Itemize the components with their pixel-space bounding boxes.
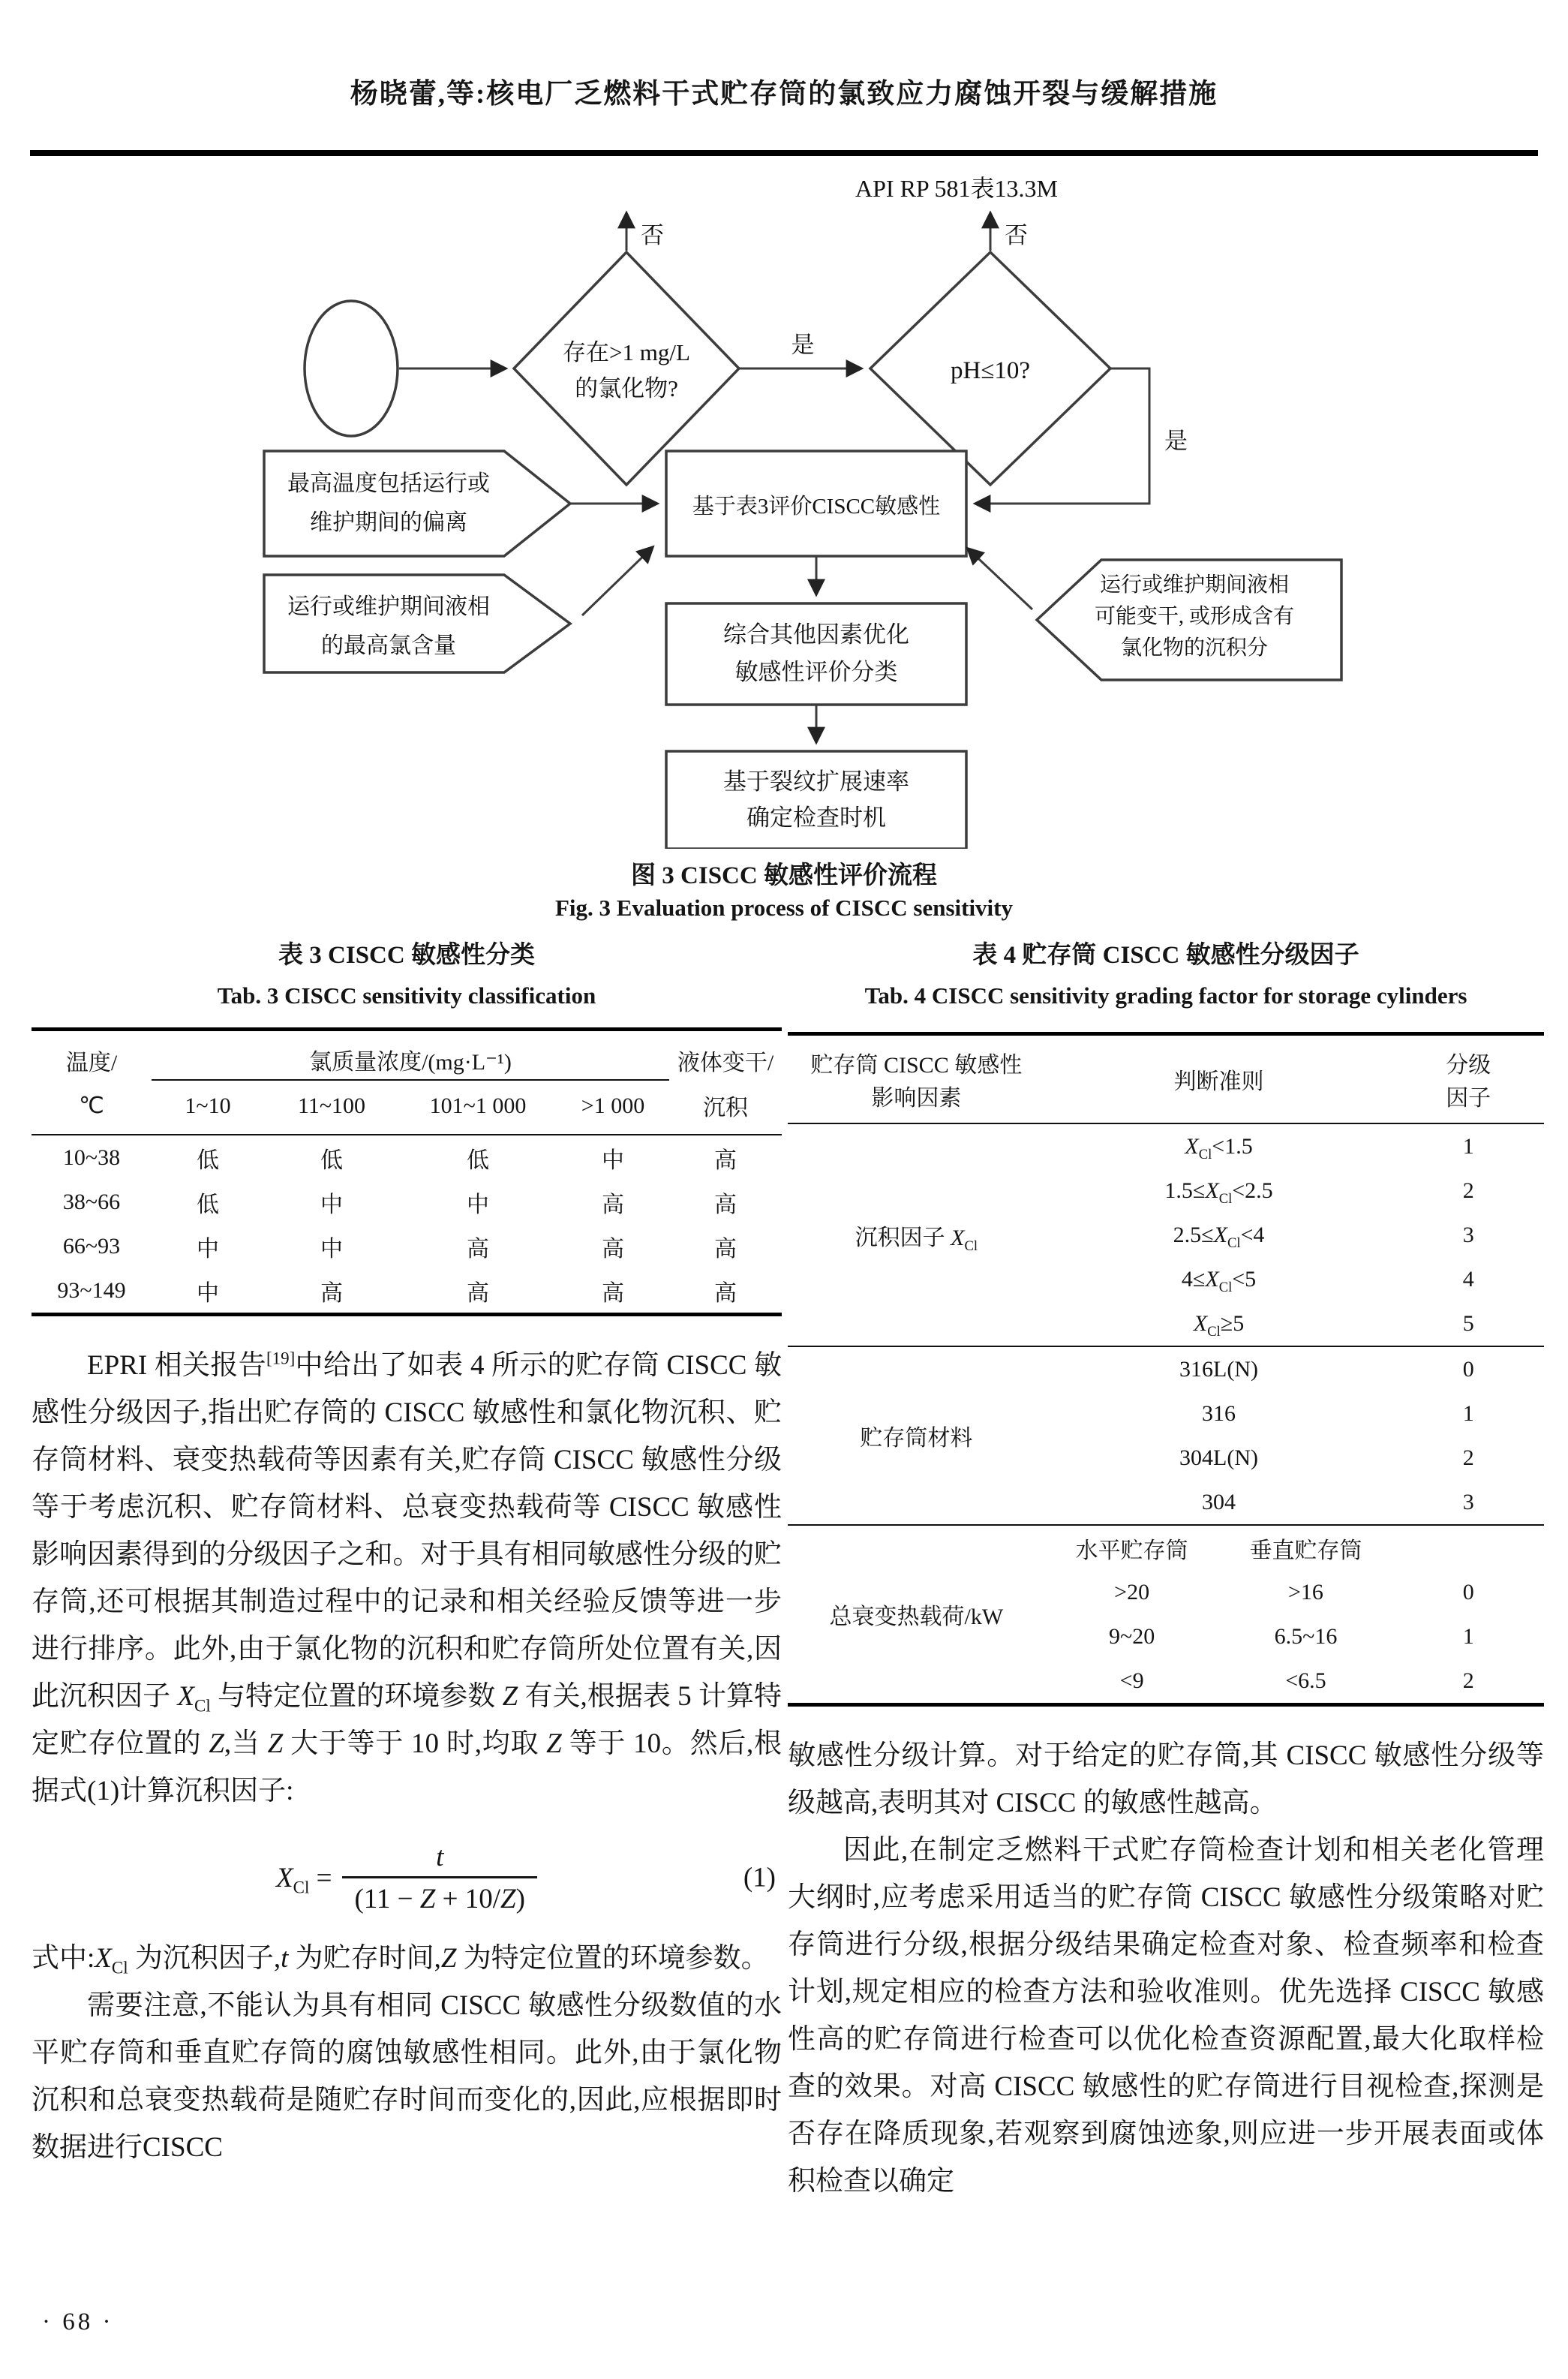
t3-cell: 高 bbox=[602, 1236, 624, 1262]
t4-heat-h: >20 bbox=[1114, 1579, 1150, 1605]
running-header-title: 杨晓蕾,等:核电厂乏燃料干式贮存筒的氯致应力腐蚀开裂与缓解措施 bbox=[350, 79, 1218, 110]
diamond1-yes-label: 是 bbox=[791, 332, 815, 358]
t3-cell: 中 bbox=[197, 1280, 219, 1306]
t4-grade: 1 bbox=[1462, 1623, 1474, 1649]
t3-cell: 低 bbox=[197, 1147, 219, 1173]
figure3-flowchart bbox=[255, 170, 1350, 849]
t3-header-col-2: 11~100 bbox=[264, 1080, 399, 1135]
formula-denominator: (11 − Z + 10/Z) bbox=[342, 1876, 536, 1915]
t3-cell: 高 bbox=[714, 1192, 737, 1217]
t4-criterion: 304 bbox=[1202, 1489, 1236, 1514]
t4-criterion: $1.5\le X_{Cl}<2.5$ bbox=[1164, 1177, 1273, 1207]
t4-header-grade-line1: 分级 bbox=[1446, 1053, 1491, 1078]
t4-grade: 1 bbox=[1462, 1133, 1474, 1159]
t4-grade: 1 bbox=[1462, 1400, 1474, 1426]
paragraph-formula-notation: 式中$:X_{Cl}$ 为沉积因子,t 为贮存时间,Z 为特定位置的环境参数。 bbox=[32, 1943, 769, 1977]
t4-header-grade bbox=[1392, 1034, 1544, 1124]
t4-grade: 3 bbox=[1462, 1489, 1474, 1514]
t4-header-factor-line1: 贮存筒 CISCC 敏感性 bbox=[810, 1053, 1023, 1078]
t4-criterion: $2.5\le X_{Cl}<4$ bbox=[1173, 1222, 1265, 1251]
paragraph-epri-report: EPRI 相关报告[19]中给出了如表 4 所示的贮存筒 CISCC 敏感性分级因子,指出贮存筒的 CISCC 敏感性和氯化物沉积、贮存筒材料、衰变热载荷等因素有关,贮存筒 CISCC 敏感性分级等于考虑沉积、贮存筒材料、总衰变热载荷等 CISCC 敏感性影响因素得到的分级因子之和。对于具有相同敏感性分级的贮存筒,还可根据其制造过程中的记录和相关经验反馈等进一步进行排序。此外,由于氯化物的沉积和贮存筒所处位置有关,因此沉积因子 $X_{Cl}$ 与特定位置的环境参数 Z 有关,根据表 5 计算特定贮存位置的 Z,当 Z 大于等于 10 时,均取 Z 等于 10。然后,根据式(1)计算沉积因子: bbox=[32, 1349, 782, 1806]
t4-heat-h: 9~20 bbox=[1109, 1623, 1155, 1649]
pentagon2-line1: 运行或维护期间液相 bbox=[287, 594, 490, 619]
paragraph-note: 需要注意,不能认为具有相同 CISCC 敏感性分级数值的水平贮存筒和垂直贮存筒的腐蚀敏感性相同。此外,由于氯化物沉积和总衰变热载荷是随贮存时间而变化的,因此,应根据即时数据进行CISCC bbox=[32, 1990, 782, 2163]
rect3-line2: 确定检查时机 bbox=[746, 805, 886, 831]
t3-cell: 低 bbox=[197, 1192, 219, 1217]
pentagon3-line3: 氯化物的沉积分 bbox=[1120, 636, 1269, 660]
table3-title-zh: 表 3 CISCC 敏感性分类 bbox=[278, 942, 535, 969]
input-max-temperature bbox=[264, 451, 570, 556]
formula-numerator: t bbox=[436, 1841, 444, 1872]
paragraph-inspection-plan: 因此,在制定乏燃料干式贮存筒检查计划和相关老化管理大纲时,应考虑采用适当的贮存筒 CISCC 敏感性分级策略对贮存筒进行分级,根据分级结果确定检查对象、检查频率和检查计划,规定相应的检查方法和验收准则。优先选择 CISCC 敏感性高的贮存筒进行检查可以优化检查资源配置,最大化取样检查的效果。对高 CISCC 敏感性的贮存筒进行目视检查,探测是否存在降质现象,若观察到腐蚀迹象,则应进一步开展表面或体积检查以确定 bbox=[788, 1835, 1544, 2197]
t3-cell: 中 bbox=[320, 1192, 343, 1217]
table4-title-zh: 表 4 贮存筒 CISCC 敏感性分级因子 bbox=[972, 942, 1359, 969]
t3-cell: 中 bbox=[602, 1147, 624, 1173]
t4-criterion: $X_{Cl}\ge 5$ bbox=[1193, 1310, 1245, 1340]
start-node bbox=[305, 301, 398, 436]
rect2-line1: 综合其他因素优化 bbox=[723, 621, 909, 648]
t4-subheader-vertical: 垂直贮存筒 bbox=[1219, 1525, 1393, 1570]
rect2-line2: 敏感性评价分类 bbox=[734, 659, 898, 685]
t3-temp: 66~93 bbox=[62, 1233, 121, 1259]
t4-grade: 3 bbox=[1462, 1222, 1474, 1247]
arrow-pentagon3-to-rect1 bbox=[968, 549, 1032, 609]
t3-cell: 高 bbox=[714, 1147, 737, 1173]
t4-grade: 0 bbox=[1462, 1579, 1474, 1605]
t4-heat-h: <9 bbox=[1119, 1668, 1144, 1693]
diamond2-label: pH≤10? bbox=[950, 357, 1031, 384]
table-row bbox=[32, 1268, 782, 1315]
t3-temp: 10~38 bbox=[62, 1144, 121, 1170]
table4-title-en: Tab. 4 CISCC sensitivity grading factor for storage cylinders bbox=[864, 982, 1467, 1009]
t3-cell: 低 bbox=[320, 1147, 343, 1173]
t3-cell: 高 bbox=[714, 1236, 737, 1262]
pentagon3-line2: 可能变干, 或形成含有 bbox=[1094, 605, 1295, 628]
table-row bbox=[32, 1224, 782, 1268]
api-reference-label: API RP 581表13.3M bbox=[855, 175, 1058, 202]
formula-fraction bbox=[342, 1841, 536, 1915]
table-row bbox=[32, 1180, 782, 1224]
formula-number: (1) bbox=[743, 1862, 776, 1893]
t3-header-temp-top: 温度/ bbox=[65, 1050, 118, 1075]
t4-grade: 2 bbox=[1462, 1668, 1474, 1693]
pentagon1-line1: 最高温度包括运行或 bbox=[287, 471, 490, 496]
t4-material-label: 贮存筒材料 bbox=[788, 1346, 1045, 1525]
t4-header-criterion: 判断准则 bbox=[1045, 1034, 1393, 1124]
table3-ciscc-sensitivity-classification bbox=[32, 1027, 782, 1316]
t4-heat-v: 6.5~16 bbox=[1274, 1623, 1338, 1649]
t4-header-factor-line2: 影响因素 bbox=[871, 1086, 962, 1111]
t4-deposition-label: 沉积因子 $X_{Cl}$ bbox=[855, 1225, 978, 1254]
t3-header-col-4: >1 000 bbox=[557, 1080, 669, 1135]
t3-cell: 高 bbox=[467, 1236, 489, 1262]
figure3-caption-en: Fig. 3 Evaluation process of CISCC sensitivity bbox=[555, 895, 1013, 921]
t4-subheader-horizontal: 水平贮存筒 bbox=[1045, 1525, 1219, 1570]
pentagon3-line1: 运行或维护期间液相 bbox=[1099, 573, 1290, 597]
t3-cell: 高 bbox=[602, 1192, 624, 1217]
t3-header-dry-bottom: 沉积 bbox=[669, 1080, 782, 1135]
process-optimize-classification bbox=[666, 603, 966, 705]
t4-grade: 5 bbox=[1462, 1310, 1474, 1336]
table3-title-en: Tab. 3 CISCC sensitivity classification bbox=[217, 982, 596, 1009]
t4-criterion: 316 bbox=[1202, 1400, 1236, 1426]
paragraph-grading-calc: 敏感性分级计算。对于给定的贮存筒,其 CISCC 敏感性分级等级越高,表明其对 CISCC 的敏感性越高。 bbox=[788, 1740, 1544, 1818]
table-row bbox=[788, 1346, 1544, 1391]
t3-cell: 高 bbox=[602, 1280, 624, 1306]
t3-cell: 高 bbox=[714, 1280, 737, 1306]
t4-grade: 2 bbox=[1462, 1445, 1474, 1470]
t4-criterion: 316L(N) bbox=[1045, 1346, 1393, 1391]
t4-grade: 0 bbox=[1392, 1346, 1544, 1391]
t3-header-col-1: 1~10 bbox=[152, 1080, 264, 1135]
left-column bbox=[32, 935, 782, 2171]
header-rule bbox=[30, 150, 1538, 156]
rect3-line1: 基于裂纹扩展速率 bbox=[723, 768, 909, 795]
t3-header-col-3: 101~1 000 bbox=[399, 1080, 557, 1135]
diamond1-label-line2: 的氯化物? bbox=[575, 375, 678, 402]
diamond1-label-line1: 存在>1 mg/L bbox=[563, 339, 690, 365]
diamond2-yes-label: 是 bbox=[1164, 428, 1188, 454]
t3-header-chloride-group: 氯质量浓度/(mg·L⁻¹) bbox=[152, 1030, 669, 1081]
table-row bbox=[788, 1525, 1544, 1570]
t3-cell: 高 bbox=[467, 1280, 489, 1306]
t4-heat-label: 总衰变热载荷/kW bbox=[788, 1525, 1045, 1705]
t4-criterion: $X_{Cl}<1.5$ bbox=[1185, 1133, 1253, 1162]
diamond2-no-label: 否 bbox=[1005, 222, 1028, 248]
formula-lhs: $X_{Cl}$ = bbox=[276, 1862, 332, 1896]
pentagon2-line2: 的最高氯含量 bbox=[321, 633, 456, 658]
t4-grade: 2 bbox=[1462, 1177, 1474, 1203]
t3-temp: 93~149 bbox=[57, 1277, 126, 1303]
t4-heat-v: >16 bbox=[1288, 1579, 1323, 1605]
figure3-caption-zh: 图 3 CISCC 敏感性评价流程 bbox=[631, 862, 937, 889]
table-row bbox=[32, 1135, 782, 1180]
diamond1-no-label: 否 bbox=[641, 222, 664, 248]
t4-grade: 4 bbox=[1462, 1266, 1474, 1292]
t4-header-factor bbox=[788, 1034, 1045, 1124]
arrow-pentagon2-to-rect1 bbox=[582, 547, 653, 615]
t3-cell: 低 bbox=[467, 1147, 489, 1173]
process-inspection-timing bbox=[666, 751, 966, 849]
t3-header-dry-top: 液体变干/ bbox=[677, 1050, 774, 1075]
t3-temp: 38~66 bbox=[62, 1189, 121, 1214]
t3-cell: 中 bbox=[467, 1192, 489, 1217]
t3-cell: 高 bbox=[320, 1280, 343, 1306]
t3-header-temp-unit: ℃ bbox=[32, 1080, 152, 1135]
table4-grading-factor bbox=[788, 1032, 1544, 1707]
t4-grade-empty bbox=[1392, 1525, 1544, 1570]
page-number: · 68 · bbox=[42, 2308, 114, 2335]
rect1-label: 基于表3评价CISCC敏感性 bbox=[692, 495, 941, 519]
formula-1 bbox=[32, 1830, 782, 1926]
t3-cell: 中 bbox=[320, 1236, 343, 1262]
table-row bbox=[788, 1123, 1544, 1168]
right-column bbox=[788, 935, 1544, 2205]
pentagon1-line2: 维护期间的偏离 bbox=[310, 510, 467, 535]
t3-cell: 中 bbox=[197, 1236, 219, 1262]
t4-header-grade-line2: 因子 bbox=[1446, 1086, 1491, 1111]
t4-heat-v: <6.5 bbox=[1285, 1668, 1326, 1693]
t4-criterion: 304L(N) bbox=[1179, 1445, 1259, 1470]
t4-criterion: $4\le X_{Cl}<5$ bbox=[1181, 1266, 1257, 1295]
